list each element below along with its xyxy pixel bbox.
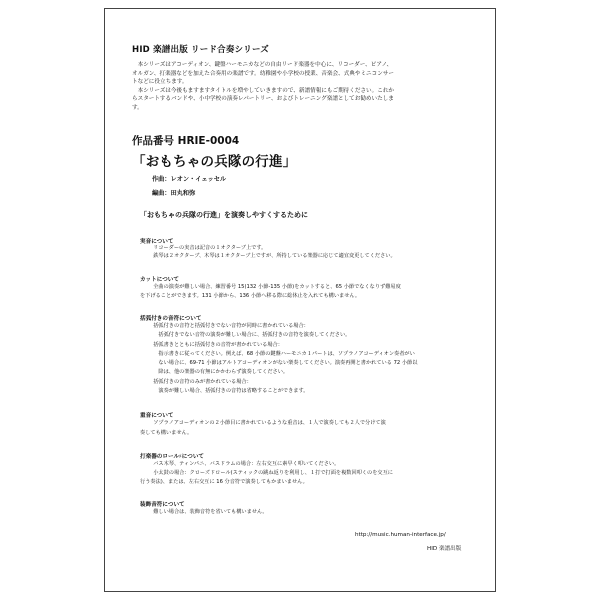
section-line: 括弧付きの音符のみが書かれている場合：	[148, 379, 252, 385]
section-line: を下げることができます。131 小節から、136 小節へ移る際に総休止を入れても構いません。	[140, 293, 361, 299]
composer-credit: 作曲：レオン・イェッセル	[152, 176, 227, 183]
section-line: 行う奏法)、または、左右交互に 16 分音符で演奏してもかまいません。	[140, 479, 308, 485]
footer-publisher: HID 楽譜出版	[427, 546, 462, 552]
section-line: 奏しても構いません。	[140, 430, 193, 436]
series-title: HID 楽譜出版 リード合奏シリーズ	[132, 45, 269, 55]
section-heading: 打楽器のロール♯について	[140, 454, 205, 460]
intro-line: オルガン、打楽器などを加えた合奏用の楽譜です。幼稚園や小学校の授業、音楽会、式典やミニコンサー	[132, 70, 395, 77]
section-subheading: 「おもちゃの兵隊の行進」を演奏しやすくするために	[140, 211, 308, 219]
section-line: 指示書きに従ってください。例えば、68 小節の鍵盤ハーモニカ１パートは、ソプラノアコーディオン奏者がい	[148, 351, 415, 357]
work-number: 作品番号 HRIE-0004	[132, 135, 240, 147]
section-line: 小太鼓の場合：クローズドロール(スティックの跳ね返りを利用し、１打で打面を複数回叩くのを交互に	[148, 470, 393, 476]
intro-line: 本シリーズはアコーディオン、鍵盤ハーモニカなどの自由リード楽器を中心に、リコーダー、ピアノ、	[132, 62, 393, 68]
section-line: 降は、他の楽器の有無にかかわらず演奏してください。	[148, 369, 289, 375]
footer-url[interactable]: http://music.human-interface.jp/	[355, 532, 446, 538]
intro-line: らスタートするバンドや、小中学校の演奏レパートリー、およびトレーニング楽譜としてお勧めいたしま	[132, 96, 394, 102]
section-heading: 重音について	[140, 413, 174, 419]
intro-line: トなどに役立ちます。	[132, 79, 188, 85]
section-heading: 実音について	[140, 239, 174, 245]
intro-paragraph	[132, 61, 468, 112]
section-line: バス木琴、ティンパニ、バスドラムの場合：左右交互に素早く叩いてください。	[148, 461, 340, 467]
section-line: 括弧付きの音符と括弧付きでない音符が同時に書かれている場合：	[148, 323, 309, 329]
work-title: 「おもちゃの兵隊の行進」	[132, 154, 297, 170]
section-heading: 装飾音符について	[140, 502, 185, 508]
section-line: 演奏が難しい場合、括弧付きの音符は省略することができます。	[148, 388, 309, 394]
intro-line: す。	[132, 104, 143, 111]
section-heading: カットについて	[140, 277, 179, 283]
section-line: 全曲の演奏が難しい場合、練習番号 15(132 小節-135 小節)をカットすると、65 小節でなくなりず難易度	[148, 284, 401, 290]
section-line: 鉄琴は２オクターブ、木琴は１オクターブ上ですが、所持している楽器に応じて適宜変更してください。	[148, 253, 396, 259]
section-line: リコーダーの実音は記音の１オクターブ上です。	[148, 245, 267, 251]
section-line: 括弧書きとともに括弧付きの音符が書かれている場合：	[148, 342, 283, 348]
section-line: ソプラノアコーディオンの２小節目に書かれているような重音は、１人で演奏しても２人で分けて演	[148, 420, 386, 426]
section-line: ない場合に、69-71 小節はアルトアコーディオンがない楽奏してください。演奏再開と書かれている 72 小節以	[148, 360, 418, 366]
section-line: 括弧付きでない音符の演奏が難しい場合に、括弧付きの音符を演奏してください。	[148, 332, 351, 338]
intro-line: 本シリーズは今後もますますタイトルを増やしていきますので、新譜情報にもご期待ください。これか	[132, 87, 395, 94]
section-line: 難しい場合は、装飾音符を省いても構いません。	[148, 509, 268, 515]
arranger-credit: 編曲：田丸和弥	[152, 190, 196, 197]
section-heading: 括弧付きの音符について	[140, 316, 202, 322]
